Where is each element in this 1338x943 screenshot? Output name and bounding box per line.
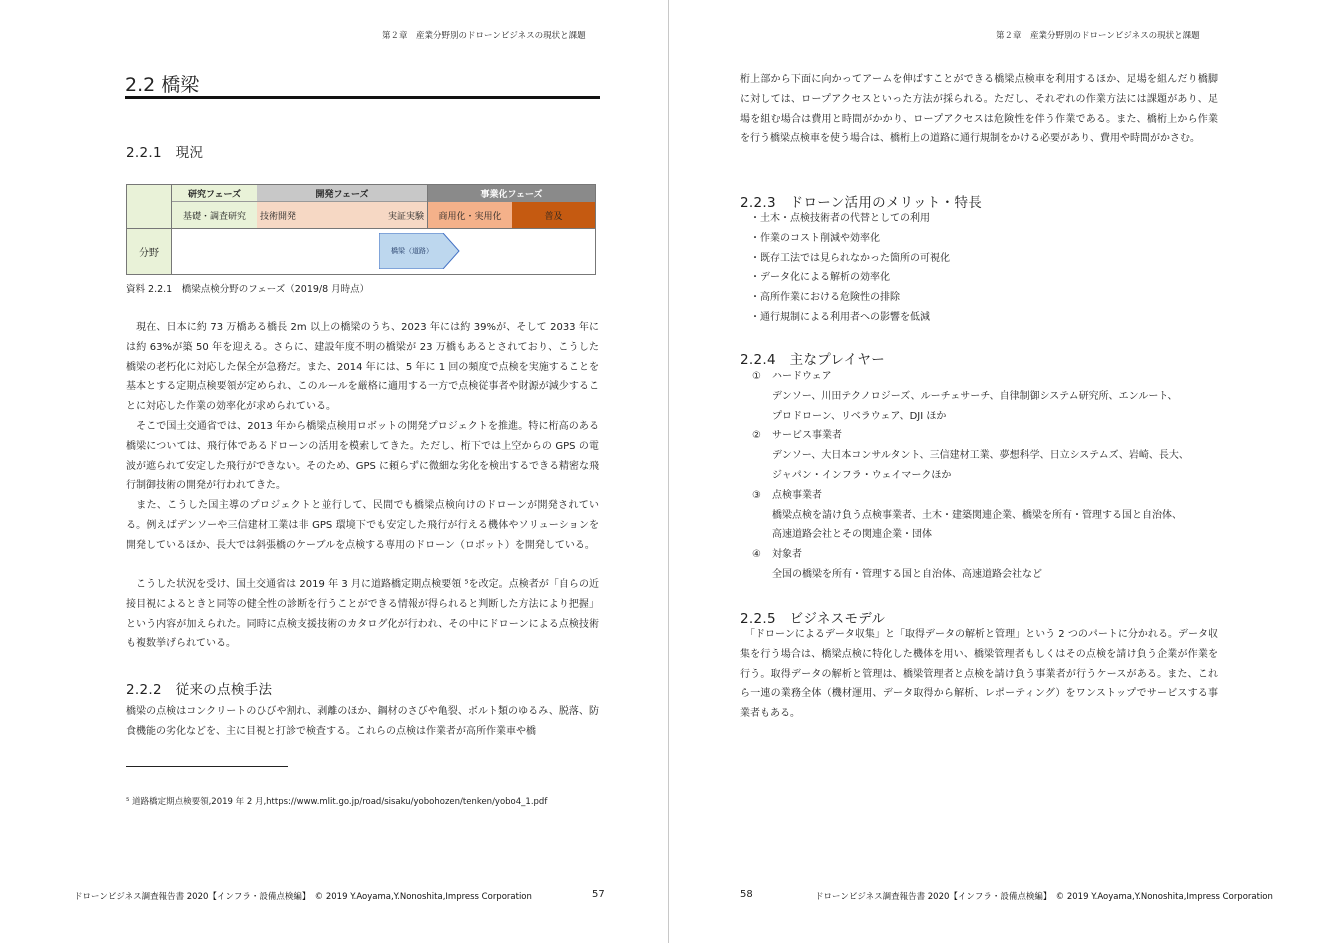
- merit-item: ・既存工法では見られなかった箇所の可視化: [750, 252, 950, 264]
- merit-item: ・土木・点検技術者の代替としての利用: [750, 213, 930, 224]
- player-names: 橋梁点検を請け負う点検事業者、土木・建築関連企業、橋梁を所有・管理する国と自治体、: [772, 509, 1182, 521]
- business-model-text: 「ドローンによるデータ収集」と「取得データの解析と管理」という 2 つのパートに分かれる。データ収集を行う場合は、橋梁点検に特化した機体を用い、橋梁管理者もしくはその点検を請け負う企業が作業を行う。取得データの解析と管理は、橋梁管理者と点検を請け負う事業者が行うケースがある。また、これら一連の業務全体（機材運用、データ取得から解析、レポーティング）をワンストップでサービスする事業者もある。: [740, 629, 1218, 720]
- stage-spread: 普及: [512, 202, 595, 229]
- phase-commercial: 事業化フェーズ: [427, 185, 595, 202]
- footnote: ⁵ 道路橋定期点検要領,2019 年 2 月,https://www.mlit.go.jp/road/sisaku/yobohozen/tenken/yobo4_1.pdf: [126, 797, 548, 807]
- merits-list: [750, 209, 950, 328]
- merit-item: ・高所作業における危険性の排除: [750, 292, 900, 304]
- left-page-number: 57: [592, 889, 605, 900]
- merit-item: ・作業のコスト削減や効率化: [750, 232, 880, 244]
- subsection-title-merits: 2.2.3 ドローン活用のメリット・特長: [740, 195, 983, 211]
- stage-commercialization: 商用化・実用化: [427, 202, 512, 229]
- phase-chart: [126, 184, 596, 275]
- right-page-number: 58: [740, 889, 753, 900]
- player-names: 全国の橋梁を所有・管理する国と自治体、高速道路会社など: [772, 568, 1042, 580]
- continued-text: 桁上部から下面に向かってアームを伸ばすことができる橋梁点検車を利用するほか、足場を組んだり橋脚に対しては、ロープアクセスといった方法が採られる。ただし、それぞれの作業方法には課題があり、足場を組む場合は費用と時間がかかり、ロープアクセスは危険性を伴う作業である。また、橋桁上から作業を行う橋梁点検車を使う場合は、橋桁上の道路に通行規制をかける必要があり、費用や時間がかさむ。: [740, 74, 1218, 145]
- arrow-label: 橋梁（道路）: [391, 247, 433, 255]
- page-divider: [668, 0, 669, 943]
- footnote-rule: [126, 766, 288, 767]
- subsection-title-conventional: 2.2.2 従来の点検手法: [126, 682, 273, 698]
- phase-research: 研究フェーズ: [172, 185, 257, 202]
- subsection-title-players: 2.2.4 主なプレイヤー: [740, 352, 886, 368]
- player-names: デンソー、川田テクノロジーズ、ルーチェサーチ、自律制御システム研究所、エンルート、: [772, 390, 1178, 402]
- player-names: 高速道路会社とその関連企業・団体: [772, 529, 932, 541]
- player-category: ④ 対象者: [752, 549, 802, 561]
- stage-tech-development: 技術開発: [257, 202, 342, 229]
- players-list: [752, 367, 1189, 585]
- section-title-rule: [125, 96, 600, 99]
- subsection-title-current: 2.2.1 現況: [126, 145, 204, 161]
- subsection-title-business-model: 2.2.5 ビジネスモデル: [740, 611, 886, 627]
- section-title: 2.2 橋梁: [125, 74, 200, 96]
- player-names: デンソー、大日本コンサルタント、三信建材工業、夢想科学、日立システムズ、岩崎、長大、: [772, 450, 1189, 462]
- paragraph-2: そこで国土交通省では、2013 年から橋梁点検用ロボットの開発プロジェクトを推進。特に桁高のある橋梁については、飛行体であるドローンの活用を模索してきた。ただし、桁下では上空からの GPS の電波が遮られて安定した飛行ができない。そのため、GPS に頼らずに微細な劣化を検出するできる精密な飛行制御技術の開発が行われてきた。: [126, 421, 599, 492]
- player-category: ① ハードウェア: [752, 371, 832, 382]
- conventional-method-text: 橋梁の点検はコンクリートのひびや割れ、剥離のほか、鋼材のさびや亀裂、ボルト類のゆるみ、脱落、防食機能の劣化などを、主に目視と打診で検査する。これらの点検は作業者が高所作業車や橋: [126, 706, 599, 737]
- paragraph-3: また、こうした国主導のプロジェクトと並行して、民間でも橋梁点検向けのドローンが開発されている。例えばデンソーや三信建材工業は非 GPS 環境下でも安定した飛行が行える機体やソリューションを開発しているほか、長大では斜張橋のケーブルを点検する専用のドローン（ロボット）を開発している。: [126, 500, 599, 551]
- merit-item: ・通行規制による利用者への影響を低減: [750, 311, 930, 323]
- figure-caption: 資料 2.2.1 橋梁点検分野のフェーズ（2019/8 月時点）: [126, 284, 370, 295]
- player-names: プロドローン、リベラウェア、DJI ほか: [772, 410, 947, 422]
- player-names: ジャパン・インフラ・ウェイマークほか: [772, 469, 952, 481]
- stage-basic-research: 基礎・調査研究: [172, 202, 257, 229]
- left-page-footer: ドローンビジネス調査報告書 2020【インフラ・設備点検編】 © 2019 Y.Aoyama,Y.Nonoshita,Impress Corporation: [74, 892, 532, 902]
- right-page-footer: ドローンビジネス調査報告書 2020【インフラ・設備点検編】 © 2019 Y.Aoyama,Y.Nonoshita,Impress Corporation: [815, 892, 1273, 902]
- paragraph-4: こうした状況を受け、国土交通省は 2019 年 3 月に道路橋定期点検要領 ⁵を改定。点検者が「自らの近接目視によるときと同等の健全性の診断を行うことができる情報が得られると判断した方法により把握」という内容が加えられた。同時に点検支援技術のカタログ化が行われ、その中にドローンによる点検技術も複数挙げられている。: [126, 579, 599, 650]
- paragraph-1: 現在、日本に約 73 万橋ある橋長 2m 以上の橋梁のうち、2023 年には約 39%が、そして 2033 年には約 63%が築 50 年を迎える。さらに、建設年度不明の橋梁が 23 万橋もあるとされており、こうした橋梁の老朽化に対応した保全が急務だ。また、2014 年には、5 年に 1 回の頻度で点検を実施することを基本とする定期点検要領が定められ、このルールを厳格に適用する一方で点検従事者や財源が減少することに対応した作業の効率化が求められている。: [126, 322, 599, 413]
- chart-corner-cell: [127, 185, 172, 229]
- player-category: ② サービス事業者: [752, 430, 842, 442]
- merit-item: ・データ化による解析の効率化: [750, 272, 890, 284]
- right-page-header: 第２章 産業分野別のドローンビジネスの現状と課題: [996, 31, 1200, 41]
- phase-development: 開発フェーズ: [257, 185, 427, 202]
- field-label: 分野: [127, 229, 172, 274]
- stage-demonstration: 実証実験: [342, 202, 427, 229]
- left-page-header: 第２章 産業分野別のドローンビジネスの現状と課題: [382, 31, 586, 41]
- player-category: ③ 点検事業者: [752, 489, 822, 501]
